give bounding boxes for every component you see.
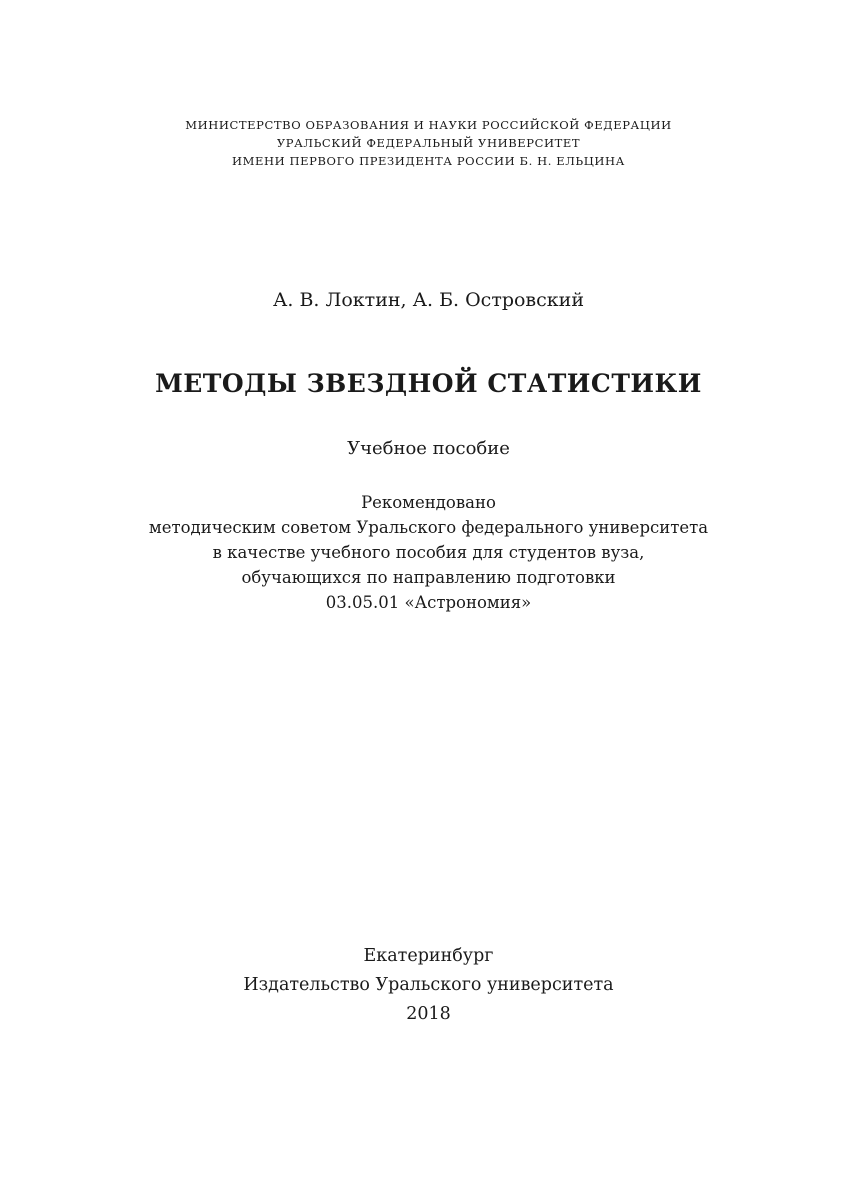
ministry-line: МИНИСТЕРСТВО ОБРАЗОВАНИЯ И НАУКИ РОССИЙСКОЙ ФЕДЕРАЦИИ: [185, 118, 672, 132]
authors: А. В. Локтин, А. Б. Островский: [273, 289, 584, 311]
university-line: УРАЛЬСКИЙ ФЕДЕРАЛЬНЫЙ УНИВЕРСИТЕТ: [276, 136, 581, 150]
book-subtitle: Учебное пособие: [347, 438, 510, 459]
recommendation-block: [0, 490, 857, 615]
specialty-code-line: 03.05.01 «Астрономия»: [325, 593, 532, 612]
recommendation-line: обучающихся по направлению подготовки: [241, 568, 616, 587]
recommendation-line: методическим советом Уральского федерального университета: [148, 518, 709, 537]
imprint-block: [0, 942, 857, 1029]
imprint-publisher: Издательство Уральского университета: [243, 975, 614, 995]
university-named-after-line: ИМЕНИ ПЕРВОГО ПРЕЗИДЕНТА РОССИИ Б. Н. ЕЛЬЦИНА: [232, 154, 625, 168]
recommendation-line: в качестве учебного пособия для студентов вуза,: [212, 543, 645, 562]
book-title: МЕТОДЫ ЗВЕЗДНОЙ СТАТИСТИКИ: [155, 369, 702, 398]
institution-header: [0, 116, 857, 170]
imprint-city: Екатеринбург: [363, 946, 494, 966]
recommendation-line: Рекомендовано: [361, 493, 496, 512]
imprint-year: 2018: [406, 1004, 451, 1024]
